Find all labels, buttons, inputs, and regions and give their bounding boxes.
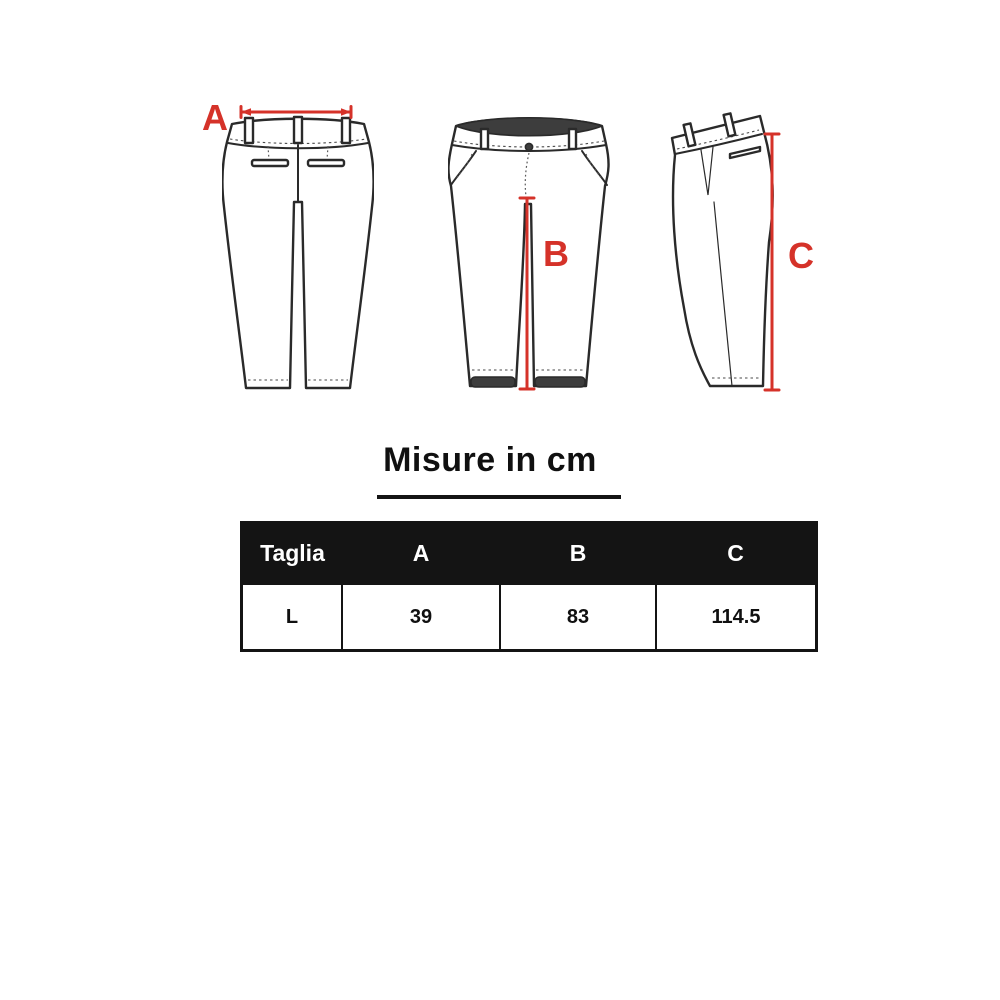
measure-label-c: C	[788, 235, 814, 276]
table-header-row	[242, 523, 817, 585]
measure-line-b	[518, 192, 536, 396]
back-pocket-welt	[308, 160, 344, 166]
cell-measure-c: 114.5	[656, 584, 817, 651]
size-guide-title: Misure in cm	[383, 441, 597, 479]
measure-label-b: B	[543, 233, 569, 274]
belt-loop	[481, 129, 488, 149]
column-header-taglia: Taglia	[242, 523, 343, 585]
belt-loop	[245, 118, 253, 143]
dark-cuff	[535, 377, 585, 387]
dark-cuff	[471, 377, 515, 387]
belt-loop	[294, 117, 302, 143]
measure-arrow-a	[236, 105, 356, 119]
title-underline	[377, 495, 621, 499]
table-data-row	[242, 584, 817, 651]
measure-line-c	[763, 128, 781, 396]
back-pocket-welt	[252, 160, 288, 166]
pants-back-view-drawing	[222, 112, 374, 398]
belt-loop	[342, 118, 350, 143]
size-table	[240, 521, 818, 652]
column-header-b: B	[500, 523, 656, 585]
column-header-a: A	[342, 523, 500, 585]
column-header-c: C	[656, 523, 817, 585]
cell-measure-a: 39	[342, 584, 500, 651]
measure-label-a: A	[202, 97, 228, 138]
belt-loop	[569, 129, 576, 149]
waist-button	[525, 143, 532, 150]
cell-measure-b: 83	[500, 584, 656, 651]
pants-side-silhouette	[672, 116, 773, 386]
cell-size-l: L	[242, 584, 343, 651]
